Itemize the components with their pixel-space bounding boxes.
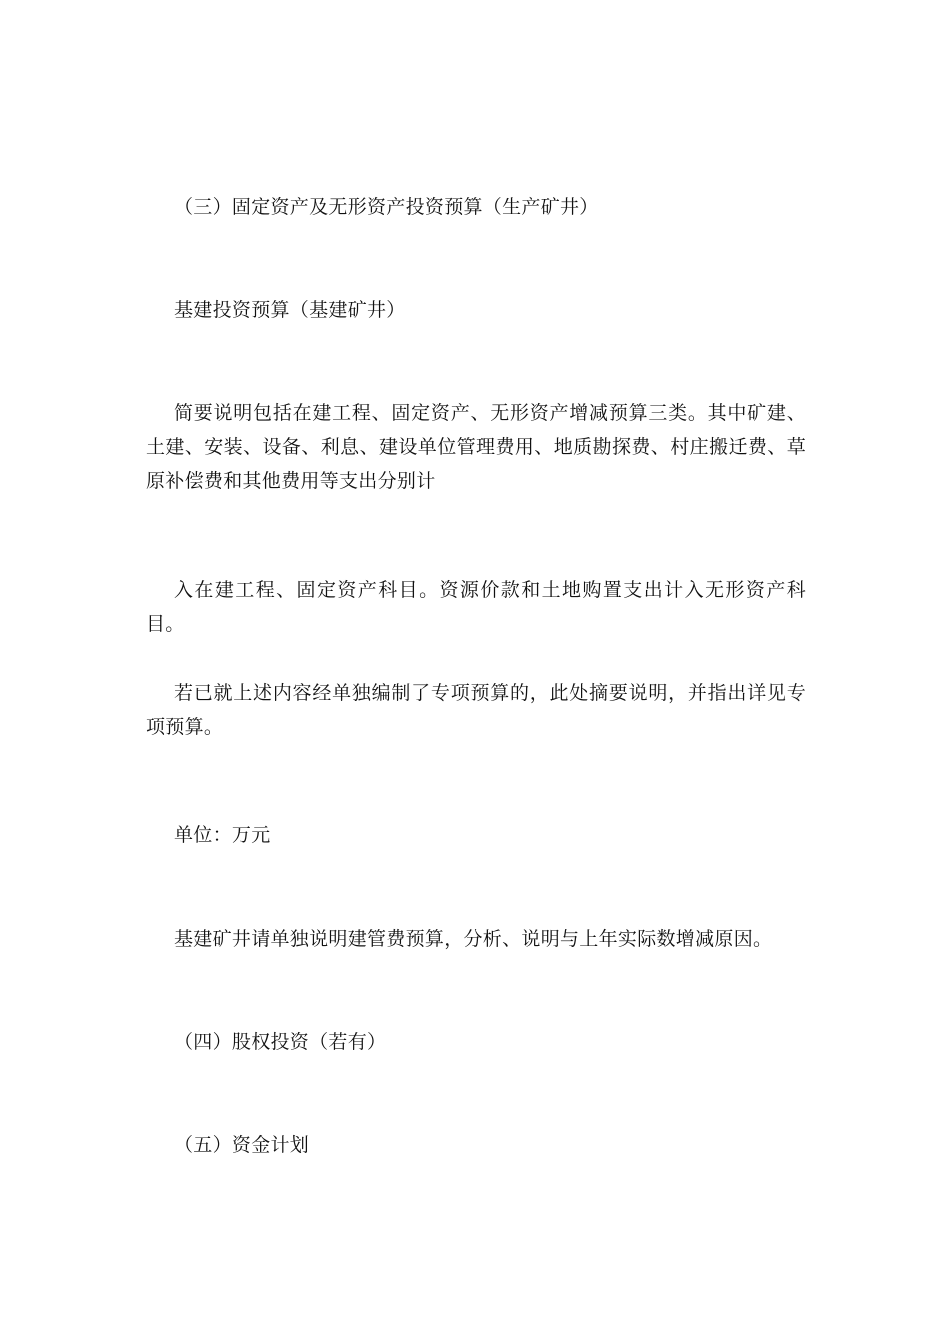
paragraph-special-budget-note: 若已就上述内容经单独编制了专项预算的，此处摘要说明，并指出详见专项预算。 <box>146 682 806 738</box>
unit-label: 单位：万元 <box>174 824 271 846</box>
paragraph-budget-description: 简要说明包括在建工程、固定资产、无形资产增减预算三类。其中矿建、土建、安装、设备、利息、建设单位管理费用、地质勘探费、村庄搬迁费、草原补偿费和其他费用等支出分别计 <box>146 402 806 492</box>
section-heading-equity-investment: （四）股权投资（若有） <box>174 1031 387 1053</box>
section-heading-fixed-assets-budget: （三）固定资产及无形资产投资预算（生产矿井） <box>174 196 599 218</box>
paragraph-accounting-subjects: 入在建工程、固定资产科目。资源价款和土地购置支出计入无形资产科目。 <box>146 579 806 635</box>
section-heading-fund-plan: （五）资金计划 <box>174 1134 310 1156</box>
subheading-capital-construction-budget: 基建投资预算（基建矿井） <box>174 299 406 321</box>
paragraph-management-fee-note: 基建矿井请单独说明建管费预算，分析、说明与上年实际数增减原因。 <box>174 928 773 950</box>
